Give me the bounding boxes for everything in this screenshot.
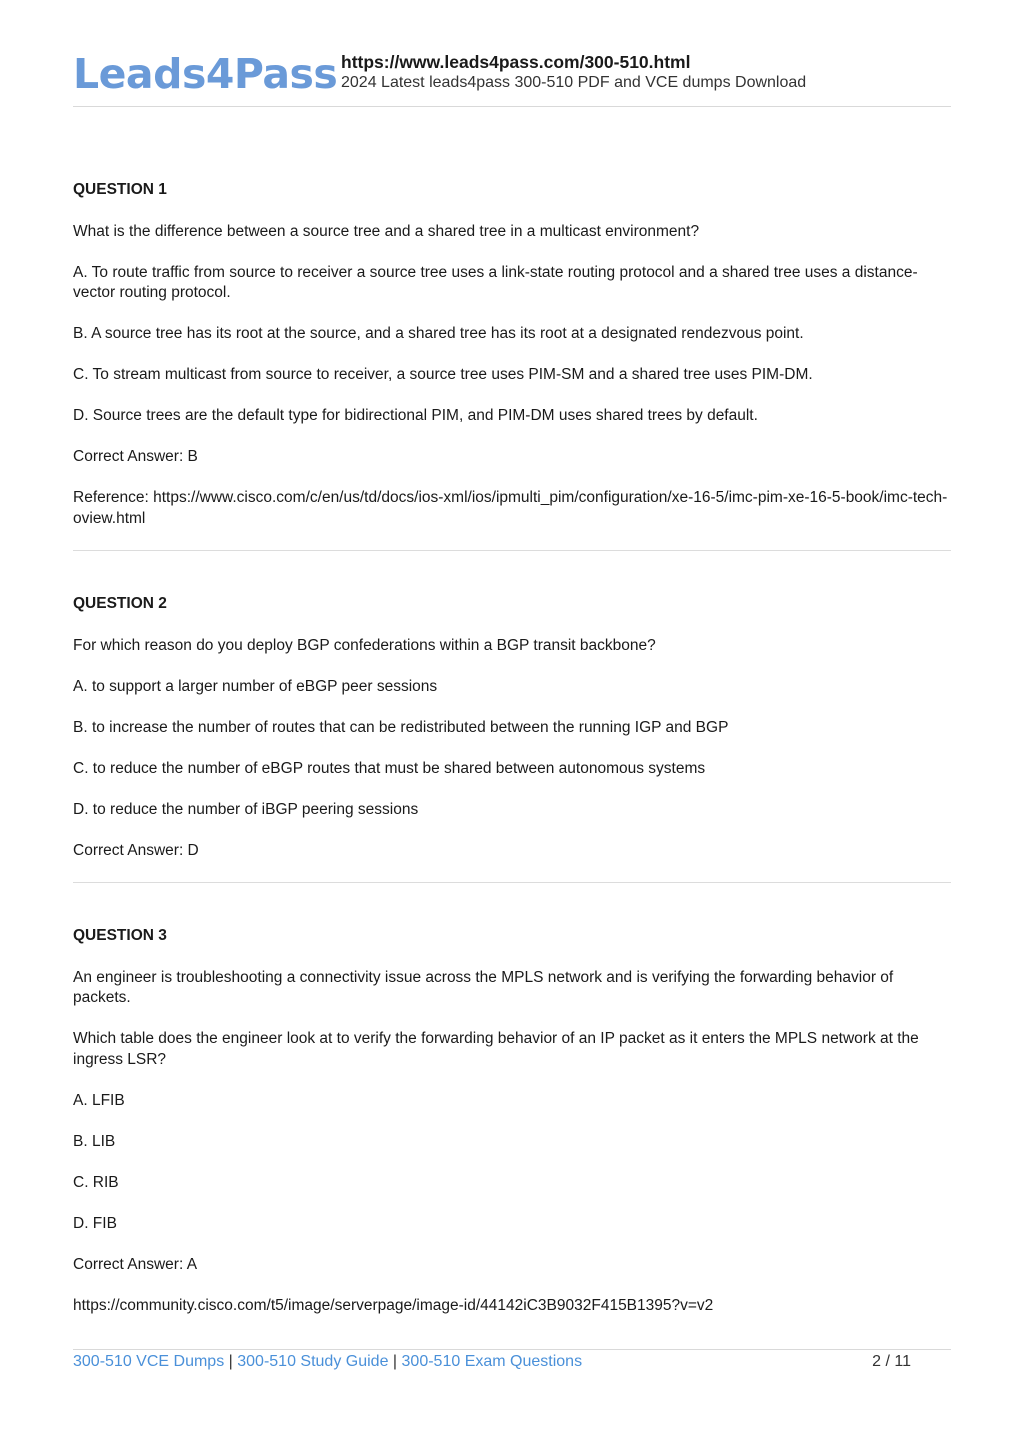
- question-title: QUESTION 2: [73, 595, 167, 612]
- page-footer: [73, 1349, 951, 1371]
- question-stem: For which reason do you deploy BGP confederations within a BGP transit backbone?: [73, 636, 656, 654]
- questions-content: [73, 180, 951, 1337]
- question-stem: Which table does the engineer look at to verify the forwarding behavior of an IP packet as it enters the MPLS network at the ingress LSR?: [73, 1030, 919, 1068]
- question-stem: An engineer is troubleshooting a connectivity issue across the MPLS network and is verifying the forwarding behavior of packets.: [73, 968, 894, 1006]
- question-title: QUESTION 3: [73, 927, 167, 944]
- question-stem: What is the difference between a source tree and a shared tree in a multicast environment?: [73, 222, 700, 240]
- reference-text: https://community.cisco.com/t5/image/serverpage/image-id/44142iC3B9032F415B1395?v=v2: [73, 1296, 714, 1314]
- page-header: [73, 50, 951, 107]
- answer-option: A. LFIB: [73, 1091, 125, 1109]
- question-title: QUESTION 1: [73, 181, 167, 198]
- answer-option: C. RIB: [73, 1173, 119, 1191]
- leads4pass-logo: Leads4Pass: [73, 50, 338, 98]
- reference-text: Reference: https://www.cisco.com/c/en/us/td/docs/ios-xml/ios/ipmulti_pim/configuration/xe-16-5/imc-pim-xe-16-5-book/imc-tech-oview.html: [73, 489, 948, 527]
- answer-option: C. to reduce the number of eBGP routes that must be shared between autonomous systems: [73, 759, 706, 777]
- question-block: [73, 594, 951, 883]
- header-subtitle: 2024 Latest leads4pass 300-510 PDF and VCE dumps Download: [341, 74, 807, 91]
- answer-option: C. To stream multicast from source to receiver, a source tree uses PIM-SM and a shared tree uses PIM-DM.: [73, 366, 813, 383]
- correct-answer: Correct Answer: D: [73, 841, 199, 859]
- footer-link-vce-dumps[interactable]: 300-510 VCE Dumps: [73, 1353, 225, 1370]
- answer-option: B. A source tree has its root at the source, and a shared tree has its root at a designated rendezvous point.: [73, 325, 804, 342]
- footer-link-exam-questions[interactable]: 300-510 Exam Questions: [401, 1353, 583, 1370]
- question-block: [73, 180, 951, 551]
- page-number: 2 / 11: [872, 1353, 911, 1370]
- answer-option: B. LIB: [73, 1132, 116, 1150]
- correct-answer: Correct Answer: B: [73, 448, 198, 465]
- question-block: [73, 926, 951, 1337]
- answer-option: B. to increase the number of routes that can be redistributed between the running IGP and BGP: [73, 718, 729, 736]
- answer-option: A. to support a larger number of eBGP peer sessions: [73, 677, 438, 695]
- answer-option: D. FIB: [73, 1214, 117, 1232]
- correct-answer: Correct Answer: A: [73, 1255, 198, 1273]
- footer-separator: |: [392, 1353, 398, 1370]
- footer-separator: |: [228, 1353, 233, 1370]
- answer-option: D. to reduce the number of iBGP peering sessions: [73, 800, 419, 818]
- answer-option: A. To route traffic from source to receiver a source tree uses a link-state routing protocol and a shared tree uses a distance-vector routing protocol.: [73, 263, 918, 301]
- header-url: https://www.leads4pass.com/300-510.html: [341, 52, 691, 72]
- answer-option: D. Source trees are the default type for bidirectional PIM, and PIM-DM uses shared trees by default.: [73, 407, 758, 424]
- footer-link-study-guide[interactable]: 300-510 Study Guide: [237, 1353, 389, 1370]
